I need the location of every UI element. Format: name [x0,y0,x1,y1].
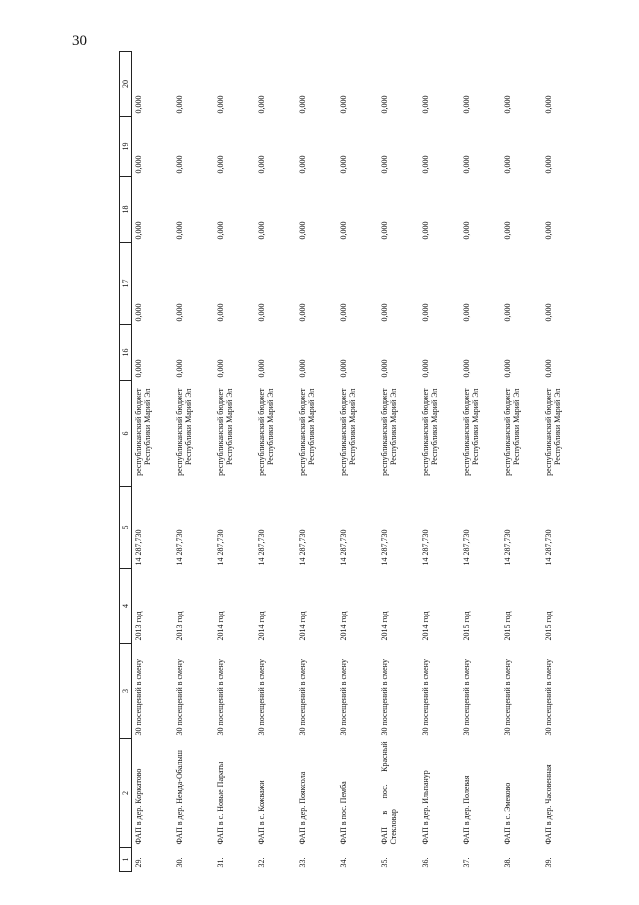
table-row [173,52,214,872]
year: 2014 год [380,611,389,641]
capacity: 30 посещений в смену [257,659,266,736]
column-header-3: 3 [120,644,132,739]
capacity: 30 посещений в смену [298,659,307,736]
row-number: 36. [421,857,430,868]
value-col-17: 0,000 [339,303,348,322]
year: 2014 год [216,611,225,641]
value-col-19: 0,000 [175,155,184,174]
table-row [296,52,337,872]
column-header-4: 4 [120,569,132,644]
capacity: 30 посещений в смену [421,659,430,736]
column-header-19: 19 [120,117,132,177]
capacity: 30 посещений в смену [216,659,225,736]
value-col-19: 0,000 [462,155,471,174]
value-col-18: 0,000 [298,221,307,240]
value-col-17: 0,000 [462,303,471,322]
column-header-18: 18 [120,177,132,243]
facility-name: ФАП в дер. Полевая [462,775,471,845]
value-col-18: 0,000 [134,221,143,240]
row-number: 38. [503,857,512,868]
value-col-16: 0,000 [175,359,184,378]
value-col-17: 0,000 [134,303,143,322]
funding-source: республиканский бюджет Республики Марий Эл [544,388,563,476]
year: 2013 год [134,611,143,641]
facility-name: ФАП в пос. Красный Стекловар [380,741,399,845]
row-number: 39. [544,857,553,868]
value-col-20: 0,000 [257,95,266,114]
value-col-16: 0,000 [462,359,471,378]
cost: 14 287,730 [503,529,512,566]
cost: 14 287,730 [134,529,143,566]
value-col-19: 0,000 [134,155,143,174]
capacity: 30 посещений в смену [503,659,512,736]
table-row [419,52,460,872]
column-header-1: 1 [120,848,132,872]
year: 2015 год [544,611,553,641]
table-body [132,52,584,872]
cost: 14 287,730 [175,529,184,566]
facility-name: ФАП в дер. Коркатово [134,768,143,845]
cost: 14 287,730 [462,529,471,566]
capacity: 30 посещений в смену [339,659,348,736]
table-row [255,52,296,872]
value-col-16: 0,000 [421,359,430,378]
facility-name: ФАП в пос. Пемба [339,781,348,845]
table-row [214,52,255,872]
column-header-6: 6 [120,381,132,487]
capacity: 30 посещений в смену [544,659,553,736]
row-number: 31. [216,857,225,868]
value-col-19: 0,000 [339,155,348,174]
value-col-16: 0,000 [216,359,225,378]
page-number: 30 [72,33,87,49]
capacity: 30 посещений в смену [134,659,143,736]
value-col-18: 0,000 [175,221,184,240]
cost: 14 287,730 [421,529,430,566]
value-col-19: 0,000 [257,155,266,174]
row-number: 35. [380,857,389,868]
value-col-19: 0,000 [216,155,225,174]
value-col-18: 0,000 [421,221,430,240]
value-col-17: 0,000 [380,303,389,322]
row-number: 30. [175,857,184,868]
value-col-16: 0,000 [339,359,348,378]
value-col-16: 0,000 [503,359,512,378]
column-header-16: 16 [120,325,132,381]
value-col-20: 0,000 [544,95,553,114]
funding-source: республиканский бюджет Республики Марий Эл [175,388,194,476]
value-col-17: 0,000 [298,303,307,322]
value-col-20: 0,000 [462,95,471,114]
column-header-2: 2 [120,739,132,848]
value-col-17: 0,000 [175,303,184,322]
facility-name: ФАП в дер. Часовенная [544,764,553,845]
column-number-row [120,52,132,872]
value-col-20: 0,000 [503,95,512,114]
value-col-19: 0,000 [503,155,512,174]
funding-source: республиканский бюджет Республики Марий Эл [462,388,481,476]
funding-source: республиканский бюджет Республики Марий Эл [216,388,235,476]
facility-name: ФАП в дер. Пояксола [298,771,307,845]
facility-name: ФАП в дер. Ильпанур [421,770,430,845]
table-row [460,52,501,872]
column-header-20: 20 [120,52,132,117]
table-row [501,52,542,872]
value-col-20: 0,000 [380,95,389,114]
funding-source: республиканский бюджет Республики Марий Эл [134,388,153,476]
column-header-17: 17 [120,243,132,325]
value-col-20: 0,000 [134,95,143,114]
value-col-16: 0,000 [257,359,266,378]
year: 2015 год [503,611,512,641]
value-col-17: 0,000 [544,303,553,322]
value-col-19: 0,000 [544,155,553,174]
facility-name: ФАП в дер. Немда-Обалыш [175,750,184,845]
cost: 14 287,730 [216,529,225,566]
year: 2013 год [175,611,184,641]
capacity: 30 посещений в смену [175,659,184,736]
value-col-20: 0,000 [175,95,184,114]
cost: 14 287,730 [380,529,389,566]
row-number: 32. [257,857,266,868]
table-row [542,52,583,872]
value-col-20: 0,000 [339,95,348,114]
year: 2014 год [421,611,430,641]
value-col-18: 0,000 [462,221,471,240]
value-col-16: 0,000 [544,359,553,378]
value-col-19: 0,000 [380,155,389,174]
value-col-18: 0,000 [216,221,225,240]
value-col-16: 0,000 [298,359,307,378]
year: 2014 год [257,611,266,641]
capacity: 30 посещений в смену [380,659,389,736]
rotated-table-container [119,52,561,872]
row-number: 33. [298,857,307,868]
value-col-20: 0,000 [216,95,225,114]
cost: 14 287,730 [298,529,307,566]
funding-source: республиканский бюджет Республики Марий Эл [503,388,522,476]
table-row [378,52,419,872]
year: 2014 год [339,611,348,641]
value-col-17: 0,000 [257,303,266,322]
funding-source: республиканский бюджет Республики Марий Эл [298,388,317,476]
cost: 14 287,730 [339,529,348,566]
value-col-18: 0,000 [544,221,553,240]
facility-name: ФАП в с. Эмеково [503,782,512,845]
funding-table [119,51,583,872]
value-col-18: 0,000 [257,221,266,240]
row-number: 37. [462,857,471,868]
value-col-20: 0,000 [421,95,430,114]
cost: 14 287,730 [257,529,266,566]
year: 2015 год [462,611,471,641]
value-col-17: 0,000 [503,303,512,322]
table-row [132,52,174,872]
capacity: 30 посещений в смену [462,659,471,736]
facility-name: ФАП в с. Кожважи [257,780,266,845]
table-row [337,52,378,872]
year: 2014 год [298,611,307,641]
value-col-17: 0,000 [421,303,430,322]
funding-source: республиканский бюджет Республики Марий Эл [339,388,358,476]
value-col-16: 0,000 [380,359,389,378]
cost: 14 287,730 [544,529,553,566]
column-header-5: 5 [120,487,132,569]
funding-source: республиканский бюджет Республики Марий Эл [257,388,276,476]
row-number: 29. [134,857,143,868]
value-col-19: 0,000 [298,155,307,174]
facility-name: ФАП в с. Новые Параты [216,761,225,845]
row-number: 34. [339,857,348,868]
funding-source: республиканский бюджет Республики Марий Эл [380,388,399,476]
value-col-17: 0,000 [216,303,225,322]
value-col-19: 0,000 [421,155,430,174]
value-col-18: 0,000 [339,221,348,240]
value-col-20: 0,000 [298,95,307,114]
value-col-18: 0,000 [503,221,512,240]
funding-source: республиканский бюджет Республики Марий Эл [421,388,440,476]
value-col-18: 0,000 [380,221,389,240]
value-col-16: 0,000 [134,359,143,378]
